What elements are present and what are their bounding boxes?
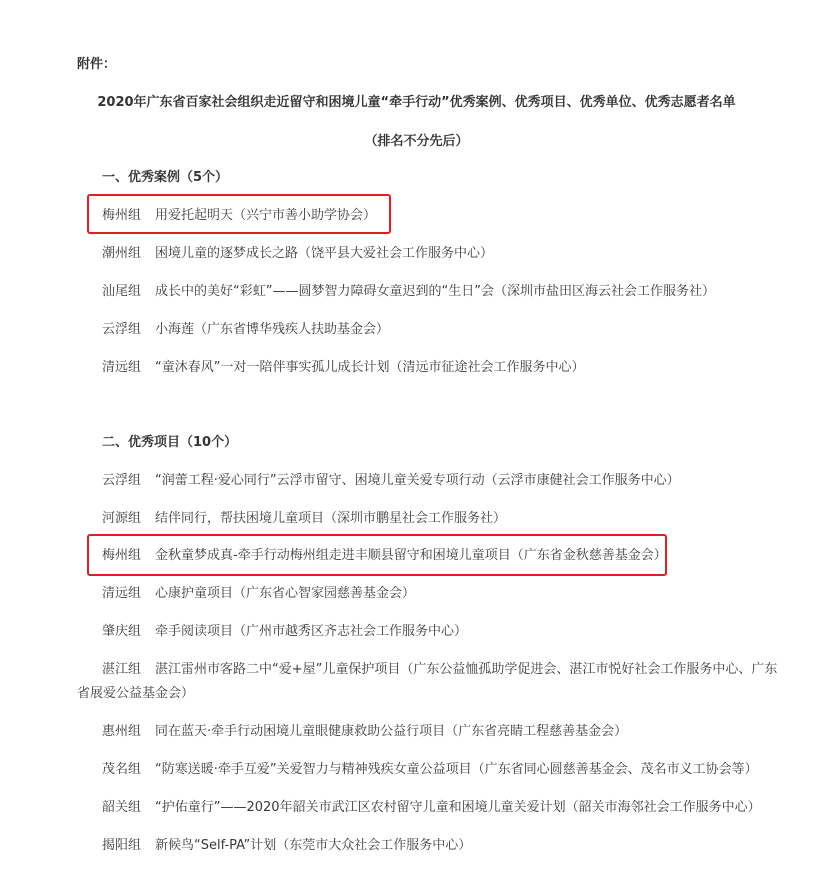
item-text: 困境儿童的逐梦成长之路（饶平县大爱社会工作服务中心） [155,246,494,261]
list-item [102,509,506,528]
item-text: 小海莲（广东省博华残疾人扶助基金会） [155,322,390,337]
item-text: “润蕾工程·爱心同行”云浮市留守、困境儿童关爱专项行动（云浮市康健社会工作服务中心） [155,473,680,488]
list-item [102,282,715,301]
list-item [102,760,758,779]
item-text: 成长中的美好“彩虹”——圆梦智力障碍女童迟到的“生日”会（深圳市盐田区海云社会工作服务社） [155,284,715,299]
section-heading-cases: 一、优秀案例（5个） [102,170,229,185]
list-item [102,798,761,817]
group-label: 清远组 [102,586,142,601]
list-item [102,471,680,490]
group-label: 揭阳组 [102,838,142,853]
item-text: 同在蓝天·牵手行动困境儿童眼健康救助公益行项目（广东省亮睛工程慈善基金会） [155,724,628,739]
list-item [102,244,493,263]
list-item [102,722,627,741]
item-text: 牵手阅读项目（广州市越秀区齐志社会工作服务中心） [155,624,468,639]
group-label: 云浮组 [102,473,142,488]
list-item [102,320,389,339]
item-text: 用爱托起明天（兴宁市善小助学协会） [155,208,377,223]
group-label: 梅州组 [102,548,142,563]
item-text: 金秋童梦成真-牵手行动梅州组走进丰顺县留守和困境儿童项目（广东省金秋慈善基金会） [155,548,667,563]
group-label: 梅州组 [102,208,142,223]
item-text: “护佑童行”——2020年韶关市武江区农村留守儿童和困境儿童关爱计划（韶关市海邻社会工作服务中心） [155,800,761,815]
list-item [102,358,585,377]
attachment-label: 附件： [77,57,117,72]
group-label: 清远组 [102,360,142,375]
highlight-box [87,194,391,234]
highlight-box [87,534,667,576]
list-item [102,660,777,679]
item-text: 新候鸟“Self-PA”计划（东莞市大众社会工作服务中心） [155,838,472,853]
item-text: 湛江雷州市客路二中“爱+屋”儿童保护项目（广东公益恤孤助学促进会、湛江市悦好社会工作服务中心、广东 [155,662,778,677]
item-text: 心康护童项目（广东省心智家园慈善基金会） [155,586,416,601]
group-label: 汕尾组 [102,284,142,299]
list-item [102,584,415,603]
item-text: “防寒送暖·牵手互爱”关爱智力与精神残疾女童公益项目（广东省同心圆慈善基金会、茂名市义工协会等） [155,762,758,777]
group-label: 潮州组 [102,246,142,261]
list-item [102,622,467,641]
document-title: 2020年广东省百家社会组织走近留守和困境儿童“牵手行动”优秀案例、优秀项目、优秀单位、优秀志愿者名单 [97,95,736,110]
document-subtitle: （排名不分先后） [364,134,469,149]
group-label: 韶关组 [102,800,142,815]
group-label: 云浮组 [102,322,142,337]
section-heading-projects: 二、优秀项目（10个） [102,435,238,450]
item-text: “童沐春风”一对一陪伴事实孤儿成长计划（清远市征途社会工作服务中心） [155,360,585,375]
group-label: 茂名组 [102,762,142,777]
group-label: 惠州组 [102,724,142,739]
list-item [102,836,471,855]
group-label: 湛江组 [102,662,142,677]
group-label: 河源组 [102,511,142,526]
group-label: 肇庆组 [102,624,142,639]
list-item-continuation: 省展爱公益基金会） [77,686,195,701]
item-text: 结伴同行，帮扶困境儿童项目（深圳市鹏星社会工作服务社） [155,511,507,526]
